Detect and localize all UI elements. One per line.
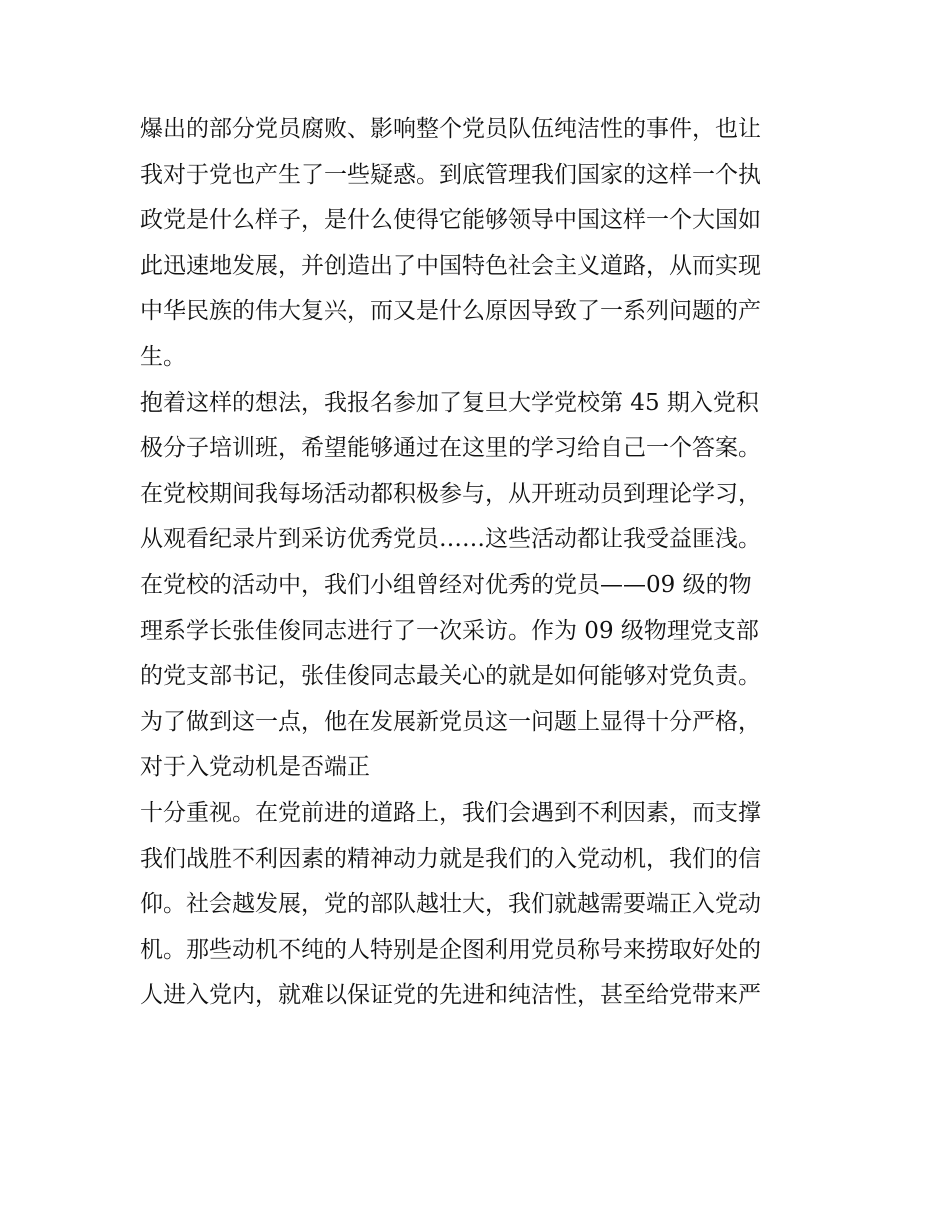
text-line: 从观看纪录片到采访优秀党员……这些活动都让我受益匪浅。: [140, 526, 761, 553]
text-line: 十分重视。在党前进的道路上，我们会遇到不利因素，而支撑: [140, 799, 761, 826]
text-line: 我们战胜不利因素的精神动力就是我们的入党动机，我们的信: [140, 845, 761, 872]
text-line: 中华民族的伟大复兴，而又是什么原因导致了一系列问题的产: [140, 298, 761, 325]
text-line: 政党是什么样子，是什么使得它能够领导中国这样一个大国如: [140, 207, 761, 234]
text-line: 爆出的部分党员腐败、影响整个党员队伍纯洁性的事件，也让: [140, 116, 761, 142]
body-text: [140, 107, 820, 1019]
text-line: 生。: [140, 343, 186, 370]
text-line: 我对于党也产生了一些疑惑。到底管理我们国家的这样一个执: [140, 161, 761, 188]
text-line: 极分子培训班，希望能够通过在这里的学习给自己一个答案。: [140, 435, 761, 462]
text-line: 对于入党动机是否端正: [140, 754, 370, 781]
text-line: 人进入党内，就难以保证党的先进和纯洁性，甚至给党带来严: [140, 982, 761, 1009]
text-line: 为了做到这一点，他在发展新党员这一问题上显得十分严格，: [140, 708, 761, 735]
text-line: 抱着这样的想法，我报名参加了复旦大学党校第 45 期入党积: [140, 389, 759, 416]
text-line: 仰。社会越发展，党的部队越壮大，我们就越需要端正入党动: [140, 891, 761, 918]
text-line: 机。那些动机不纯的人特别是企图利用党员称号来捞取好处的: [140, 936, 761, 963]
text-line: 理系学长张佳俊同志进行了一次采访。作为 09 级物理党支部: [140, 617, 759, 644]
text-line: 在党校的活动中，我们小组曾经对优秀的党员——09 级的物: [140, 571, 752, 598]
text-line: 此迅速地发展，并创造出了中国特色社会主义道路，从而实现: [140, 252, 761, 279]
text-line: 的党支部书记，张佳俊同志最关心的就是如何能够对党负责。: [140, 663, 761, 690]
text-line: 在党校期间我每场活动都积极参与，从开班动员到理论学习，: [140, 480, 761, 507]
